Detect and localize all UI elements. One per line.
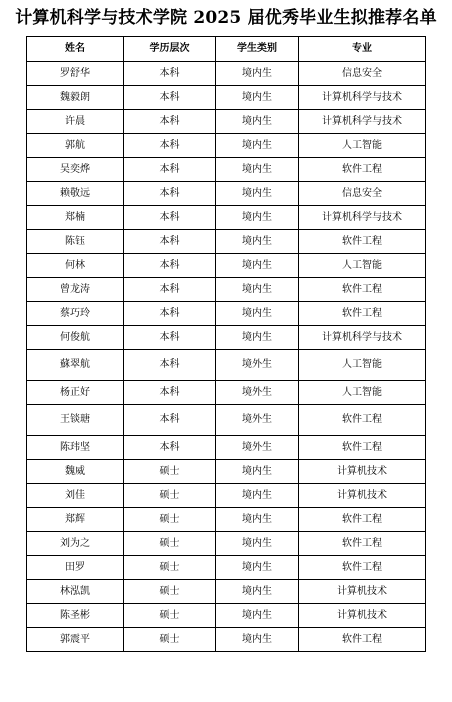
header-name: 姓名 — [27, 37, 124, 62]
table-row — [27, 206, 426, 230]
cell-degree: 硕士 — [124, 484, 216, 508]
cell-student-type: 境内生 — [216, 278, 299, 302]
cell-degree: 本科 — [124, 134, 216, 158]
cell-degree: 本科 — [124, 278, 216, 302]
cell-student-type: 境内生 — [216, 460, 299, 484]
table-header — [27, 37, 426, 62]
cell-name: 郑楠 — [27, 206, 124, 230]
cell-major: 计算机科学与技术 — [299, 86, 426, 110]
cell-degree: 本科 — [124, 110, 216, 134]
cell-name: 蔡巧玲 — [27, 302, 124, 326]
table-row — [27, 604, 426, 628]
cell-name: 陈圣彬 — [27, 604, 124, 628]
cell-name: 郭震平 — [27, 628, 124, 652]
cell-name: 吴奕烨 — [27, 158, 124, 182]
cell-student-type: 境内生 — [216, 326, 299, 350]
cell-student-type: 境外生 — [216, 350, 299, 381]
cell-major: 软件工程 — [299, 436, 426, 460]
cell-degree: 硕士 — [124, 532, 216, 556]
cell-degree: 硕士 — [124, 580, 216, 604]
cell-major: 计算机技术 — [299, 580, 426, 604]
cell-degree: 本科 — [124, 206, 216, 230]
cell-student-type: 境内生 — [216, 628, 299, 652]
cell-major: 计算机科学与技术 — [299, 326, 426, 350]
cell-student-type: 境内生 — [216, 580, 299, 604]
cell-degree: 本科 — [124, 326, 216, 350]
cell-major: 软件工程 — [299, 532, 426, 556]
cell-degree: 本科 — [124, 254, 216, 278]
table-body — [27, 62, 426, 652]
cell-student-type: 境内生 — [216, 158, 299, 182]
cell-major: 计算机技术 — [299, 604, 426, 628]
cell-major: 软件工程 — [299, 405, 426, 436]
table-row — [27, 580, 426, 604]
cell-name: 许晨 — [27, 110, 124, 134]
table-row — [27, 110, 426, 134]
cell-student-type: 境内生 — [216, 182, 299, 206]
cell-major: 软件工程 — [299, 508, 426, 532]
table-row — [27, 508, 426, 532]
cell-major: 软件工程 — [299, 556, 426, 580]
table-row — [27, 278, 426, 302]
cell-major: 计算机技术 — [299, 460, 426, 484]
cell-major: 软件工程 — [299, 158, 426, 182]
cell-name: 魏毅朗 — [27, 86, 124, 110]
cell-student-type: 境外生 — [216, 381, 299, 405]
cell-major: 计算机科学与技术 — [299, 206, 426, 230]
page-title: 计算机科学与技术学院 2025 届优秀毕业生拟推荐名单 — [15, 8, 437, 28]
header-degree: 学历层次 — [124, 37, 216, 62]
cell-name: 曾龙涛 — [27, 278, 124, 302]
table-row — [27, 628, 426, 652]
table-row — [27, 134, 426, 158]
cell-student-type: 境内生 — [216, 134, 299, 158]
cell-name: 杨正好 — [27, 381, 124, 405]
table-row — [27, 460, 426, 484]
cell-student-type: 境内生 — [216, 508, 299, 532]
cell-degree: 本科 — [124, 302, 216, 326]
cell-name: 陈玮坚 — [27, 436, 124, 460]
cell-name: 郑辉 — [27, 508, 124, 532]
header-major: 专业 — [299, 37, 426, 62]
cell-name: 罗舒华 — [27, 62, 124, 86]
cell-student-type: 境外生 — [216, 436, 299, 460]
header-row — [27, 37, 426, 62]
cell-degree: 硕士 — [124, 460, 216, 484]
table-row — [27, 62, 426, 86]
cell-degree: 硕士 — [124, 604, 216, 628]
table-row — [27, 484, 426, 508]
cell-name: 何俊航 — [27, 326, 124, 350]
table-row — [27, 381, 426, 405]
table-row — [27, 556, 426, 580]
cell-degree: 本科 — [124, 381, 216, 405]
cell-name: 王锬瑭 — [27, 405, 124, 436]
cell-degree: 硕士 — [124, 508, 216, 532]
cell-degree: 硕士 — [124, 628, 216, 652]
cell-major: 软件工程 — [299, 230, 426, 254]
cell-name: 林泓凯 — [27, 580, 124, 604]
cell-name: 赖敬远 — [27, 182, 124, 206]
table-row — [27, 532, 426, 556]
cell-student-type: 境外生 — [216, 405, 299, 436]
cell-major: 信息安全 — [299, 62, 426, 86]
cell-degree: 硕士 — [124, 556, 216, 580]
cell-major: 软件工程 — [299, 278, 426, 302]
cell-student-type: 境内生 — [216, 484, 299, 508]
table-row — [27, 86, 426, 110]
cell-degree: 本科 — [124, 405, 216, 436]
cell-name: 郭航 — [27, 134, 124, 158]
table-row — [27, 182, 426, 206]
cell-student-type: 境内生 — [216, 254, 299, 278]
cell-student-type: 境内生 — [216, 206, 299, 230]
table-row — [27, 302, 426, 326]
cell-major: 人工智能 — [299, 350, 426, 381]
cell-student-type: 境内生 — [216, 62, 299, 86]
cell-name: 何林 — [27, 254, 124, 278]
table-row — [27, 158, 426, 182]
cell-major: 信息安全 — [299, 182, 426, 206]
cell-name: 刘为之 — [27, 532, 124, 556]
cell-student-type: 境内生 — [216, 556, 299, 580]
cell-name: 田罗 — [27, 556, 124, 580]
cell-degree: 本科 — [124, 158, 216, 182]
table-row — [27, 230, 426, 254]
cell-student-type: 境内生 — [216, 532, 299, 556]
cell-major: 计算机技术 — [299, 484, 426, 508]
cell-student-type: 境内生 — [216, 230, 299, 254]
cell-student-type: 境内生 — [216, 604, 299, 628]
table-row — [27, 254, 426, 278]
cell-major: 人工智能 — [299, 134, 426, 158]
cell-degree: 本科 — [124, 350, 216, 381]
cell-degree: 本科 — [124, 230, 216, 254]
cell-major: 计算机科学与技术 — [299, 110, 426, 134]
table-row — [27, 350, 426, 381]
cell-degree: 本科 — [124, 436, 216, 460]
recommendation-table — [26, 36, 426, 652]
cell-major: 人工智能 — [299, 381, 426, 405]
table-row — [27, 326, 426, 350]
cell-name: 陈钰 — [27, 230, 124, 254]
cell-student-type: 境内生 — [216, 110, 299, 134]
cell-name: 魏威 — [27, 460, 124, 484]
table-row — [27, 436, 426, 460]
table-row — [27, 405, 426, 436]
cell-name: 蘇翠航 — [27, 350, 124, 381]
cell-student-type: 境内生 — [216, 86, 299, 110]
cell-major: 软件工程 — [299, 302, 426, 326]
header-student-type: 学生类别 — [216, 37, 299, 62]
cell-major: 人工智能 — [299, 254, 426, 278]
cell-student-type: 境内生 — [216, 302, 299, 326]
cell-name: 刘佳 — [27, 484, 124, 508]
cell-degree: 本科 — [124, 62, 216, 86]
cell-major: 软件工程 — [299, 628, 426, 652]
cell-degree: 本科 — [124, 182, 216, 206]
cell-degree: 本科 — [124, 86, 216, 110]
